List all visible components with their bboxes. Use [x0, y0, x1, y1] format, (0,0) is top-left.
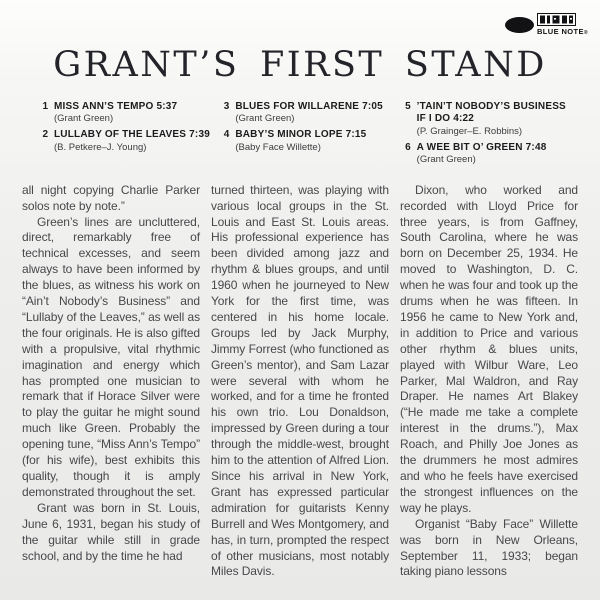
blue-note-label: BLUE NOTE®	[536, 27, 588, 36]
liner-notes-paragraph: Dixon, who worked and recorded with Lloyd Price for three years, is from Gaffney, South Carolina, where he was born on December 25, 1934. He moved to Washington, D. C. when he was four and took up the drums when he was fifteen. In 1956 he came to New York and, in addition to Price and various other rhythm & blues units, played with Wilbur Ware, Leo Parker, Mal Waldron, and Ray Draper. He names Art Blakey (“He made me take a complete interest in the drums.”), Max Roach, and Philly Joe Jones as the drummers he most admires and who he feels have exercised the strongest influences on the way he plays.	[400, 182, 578, 515]
liner-notes-column	[22, 183, 200, 581]
track-title: LULLABY OF THE LEAVES 7:39	[54, 129, 210, 141]
album-title: GRANT’S FIRST STAND	[53, 45, 547, 85]
track-info	[54, 129, 211, 154]
track-item	[219, 129, 392, 154]
liner-notes-paragraph: Organist “Baby Face” Willette was born in New Orleans, September 11, 1933; began taking piano lessons	[400, 516, 578, 579]
track-title: BABY’S MINOR LOPE 7:15	[235, 129, 367, 141]
liner-notes-column	[400, 183, 578, 581]
track-info	[235, 129, 392, 154]
blue-note-logo-stack	[537, 13, 588, 36]
track-number: 4	[223, 129, 230, 141]
track-title: MISS ANN’S TEMPO 5:37	[54, 100, 178, 112]
track-composer: (P. Grainger–E. Robbins)	[416, 125, 523, 137]
record-oval-icon	[505, 17, 534, 33]
track-item	[38, 101, 211, 126]
track-number: 6	[405, 141, 411, 153]
track-info	[235, 101, 392, 126]
track-title: ’TAIN’T NOBODY’S BUSINESS IF I DO 4:22	[416, 100, 566, 124]
liner-notes-paragraph: Green’s lines are uncluttered, direct, remarkably free of technical excesses, and seem always to have been informed by the blues, as witness his work on “Ain’t Nobody’s Business” and “Lullaby of the Leaves,” as well as the four originals. He is also gifted with a propulsive, vital rhythmic imagination and energy which has prompted one musician to remark that if Horace Silver were to play the guitar he might sound much like Green. Probably the opening tune, “Miss Ann’s Tempo” (for his wife), best exhibits this quality, though it is amply demonstrated throughout the set.	[22, 214, 200, 499]
track-composer: (Baby Face Willette)	[235, 141, 321, 153]
track-item	[219, 101, 392, 126]
track-number: 2	[42, 129, 48, 141]
registered-mark: ®	[583, 30, 588, 36]
track-title: BLUES FOR WILLARENE 7:05	[235, 100, 383, 112]
liner-notes-paragraph: turned thirteen, was playing with various local groups in the St. Louis and East St. Louis areas. His professional experience has been divided among jazz and rhythm & blues groups, and until 1960 when he journeyed to New York for the first time, was centered in his home locale. Groups led by Jack Murphy, Jimmy Forrest (who functioned as Green’s mentor), and Sam Lazar were several with whom he worked, and for a time he fronted his own trio. Lou Donaldson, impressed by Green during a tour through the middle-west, brought him to the attention of Alfred Lion. Since his arrival in New York, Grant has expressed particular admiration for guitarists Kenny Burrell and Wes Montgomery, and has, in turn, prompted the respect of other musicians, most notably Miles Davis.	[211, 182, 389, 579]
track-number: 5	[405, 100, 411, 112]
track-column	[219, 101, 400, 171]
track-info	[417, 142, 574, 167]
blue-note-logo	[505, 13, 588, 36]
track-number: 3	[223, 100, 230, 112]
track-composer: (Grant Green)	[54, 113, 114, 124]
track-item	[401, 142, 574, 167]
track-composer: (Grant Green)	[416, 154, 476, 166]
track-number: 1	[42, 100, 48, 112]
track-composer: (B. Petkere–J. Young)	[54, 141, 147, 153]
track-info	[417, 101, 574, 138]
track-composer: (Grant Green)	[235, 113, 295, 124]
liner-notes-paragraph: Grant was born in St. Louis, June 6, 1931, began his study of the guitar while still in grade school, and by the time he had	[22, 500, 200, 563]
track-info	[54, 101, 211, 126]
track-column	[38, 101, 219, 171]
track-list	[0, 85, 600, 171]
track-column	[401, 101, 582, 171]
track-title: A WEE BIT O’ GREEN 7:48	[416, 141, 547, 153]
liner-notes	[0, 171, 600, 581]
track-item	[401, 101, 574, 138]
track-item	[38, 129, 211, 154]
liner-notes-column	[211, 183, 389, 581]
liner-notes-paragraph: all night copying Charlie Parker solos note by note.”	[22, 182, 200, 213]
music-notes-icon	[537, 13, 576, 26]
